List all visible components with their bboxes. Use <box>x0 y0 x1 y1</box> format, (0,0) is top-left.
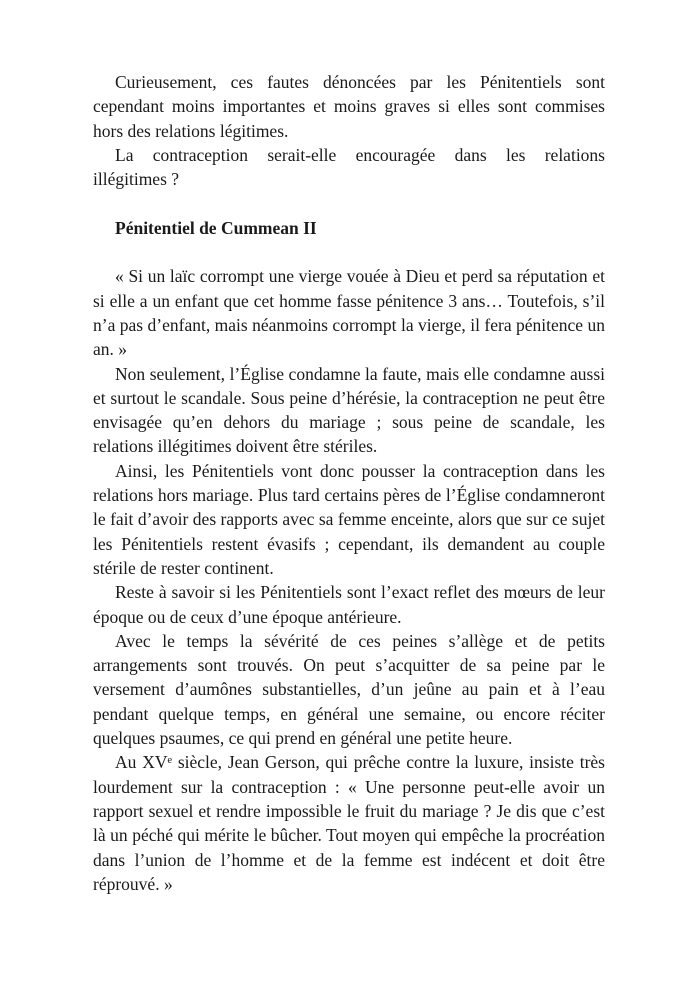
paragraph: Curieusement, ces fautes dénoncées par les Pénitentiels sont cependant moins importantes et moins graves si elles sont commises hors des relations légitimes. <box>93 72 605 141</box>
paragraph: Au XVᵉ siècle, Jean Gerson, qui prêche contre la luxure, insiste très lourdement sur la contraception : « Une personne peut-elle avoir un rapport sexuel et rendre impossible le fruit du mariage ? Je dis que c’est là un péché qui mérite le bûcher. Tout moyen qui empêche la procréation dans l’union de l’homme et de la femme est indécent et doit être réprouvé. » <box>93 752 605 894</box>
paragraph: Avec le temps la sévérité de ces peines s’allège et de petits arrangements sont trouvés. On peut s’acquitter de sa peine par le versement d’aumônes substantielles, d’un jeûne au pain et à l’eau pendant quelque temps, en général une semaine, ou encore réciter quelques psaumes, ce qui prend en général une petite heure. <box>93 630 605 749</box>
paragraph: Ainsi, les Pénitentiels vont donc pousser la contraception dans les relations hors mariage. Plus tard certains pères de l’Église condamneront le fait d’avoir des rapports avec sa femme enceinte, alors que sur ce sujet les Pénitentiels restent évasifs ; cependant, ils demandent au couple stérile de rester continent. <box>93 460 605 578</box>
paragraph: Non seulement, l’Église condamne la faute, mais elle condamne aussi et surtout le scandale. Sous peine d’hérésie, la contraception ne peut être envisagée qu’en dehors du mariage ; sous peine de scandale, les relations illégitimes doivent être stériles. <box>93 363 605 457</box>
section-heading: Pénitentiel de Cummean II <box>115 217 317 238</box>
paragraph: La contraception serait-elle encouragée dans les relations illégitimes ? <box>93 144 605 190</box>
paragraph: Reste à savoir si les Pénitentiels sont l’exact reflet des mœurs de leur époque ou de ceux d’une époque antérieure. <box>93 582 605 627</box>
quote-paragraph: « Si un laïc corrompt une vierge vouée à Dieu et perd sa réputation et si elle a un enfant que cet homme fasse pénitence 3 ans… Toutefois, s’il n’a pas d’enfant, mais néanmoins corrompt la vierge, il fera pénitence un an. » <box>93 266 605 360</box>
